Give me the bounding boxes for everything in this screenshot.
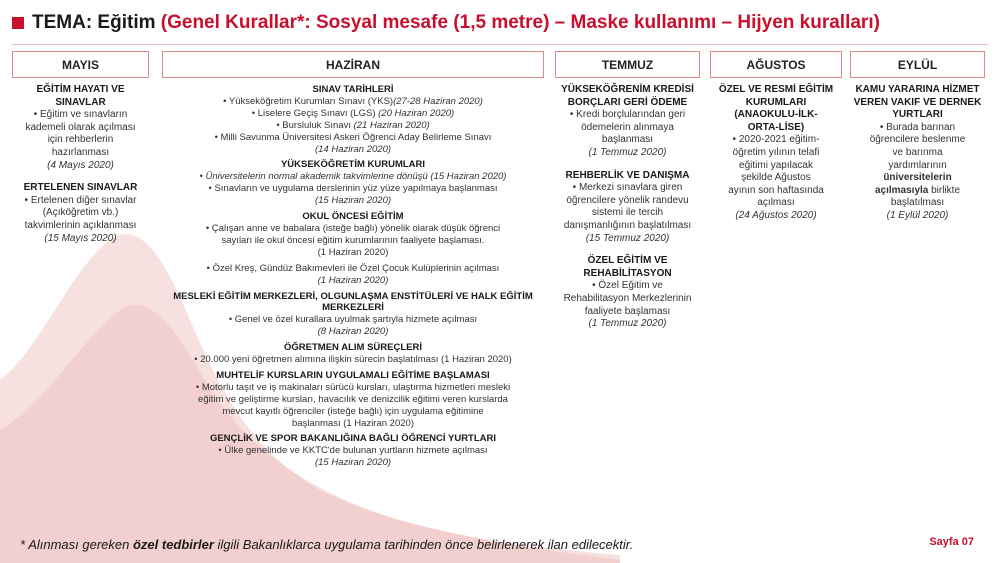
list-item: • Liselere Geçiş Sınavı (LGS) (20 Haziran 2020) [251,107,455,119]
section-line: başlanması [601,134,654,146]
section-line: öğretim yılının telafi [732,146,820,158]
section-line: • Kredi borçlularından geri [569,109,686,121]
column-header-haziran: HAZİRAN [162,51,544,78]
title-text [32,12,880,34]
title-main: TEMA: Eğitim [32,12,156,33]
column-header-eylul: EYLÜL [850,51,985,78]
section-line: ödemelerin alınmaya [581,121,674,133]
section-egitim-hayati [12,84,149,172]
section-line: eğitimi yapılacak [739,159,813,171]
section-title-okul-oncesi: OKUL ÖNCESİ EĞİTİM [302,211,404,223]
column-mayis [12,51,149,245]
section-date: (4 Mayıs 2020) [47,159,114,171]
page-title [12,10,880,36]
column-header-temmuz: TEMMUZ [555,51,700,78]
section-line: • Ertelenen diğer sınavlar [24,194,137,206]
section-title-ogretmen-alim: ÖĞRETMEN ALIM SÜREÇLERİ [284,342,422,354]
list-item: sayıları ile okul öncesi eğitim kurumlarının faaliyete başlaması. [221,234,485,246]
section-line: • Özel Eğitim ve [592,280,663,292]
section-title: (ANAOKULU-İLK- [734,109,818,121]
section-line: Rehabilitasyon Merkezlerinin [563,292,692,304]
section-title: BORÇLARI GERİ ÖDEME [567,96,688,108]
section-line: açılması [757,197,795,209]
list-item: • 20.000 yeni öğretmen alımına ilişkin sürecin başlatılması (1 Haziran 2020) [194,354,512,366]
list-item-date: (1 Haziran 2020) [317,274,389,286]
list-item-date: (8 Haziran 2020) [317,326,389,338]
section-line: • Merkezi sınavlara giren [572,182,683,194]
list-item: • Bursluluk Sınavı (21 Haziran 2020) [276,119,430,131]
column-agustos [710,51,842,223]
section-date: (24 Ağustos 2020) [735,209,817,221]
section-title: VEREN VAKIF VE DERNEK [853,96,982,108]
section-title: KURUMLARI [745,96,807,108]
section-date: (1 Temmuz 2020) [588,146,667,158]
list-item: • Genel ve özel kurallara uyulmak şartıyla hizmete açılması [228,314,478,326]
title-accent: (Genel Kurallar*: Sosyal mesafe (1,5 metre) – Maske kullanımı – Hijyen kuralları) [160,12,880,33]
title-marker [12,17,24,29]
column-header-mayis: MAYIS [12,51,149,78]
section-title-genclik-spor: GENÇLİK VE SPOR BAKANLIĞINA BAĞLI ÖĞRENCİ YURTLARI [209,433,497,445]
section-line: (Açıköğretim vb.) [42,207,119,219]
section-line: • 2020-2021 eğitim- [732,134,820,146]
title-divider [12,44,988,45]
section-line: şekilde Ağustos [741,172,811,184]
section-title: YURTLARI [892,109,943,121]
page-number: Sayfa 07 [929,536,974,548]
section-title: ERTELENEN SINAVLAR [23,182,138,194]
section-line: sistemi ile tercih [591,207,664,219]
list-item: • Sınavların ve uygulama derslerinin yüz yüze yapılmaya başlanması [208,183,498,195]
section-line: başlatılması [890,197,945,209]
list-item: • Yükseköğretim Kurumları Sınavı (YKS)(27-28 Haziran 2020) [223,95,483,107]
section-title: EĞİTİM HAYATI VE [36,84,125,95]
list-item-date: (1 Haziran 2020) [317,246,389,258]
list-item-date: (14 Haziran 2020) [314,143,392,155]
section-line: hazırlanması [51,146,110,158]
list-item: • Milli Savunma Üniversitesi Askeri Öğrenci Aday Belirleme Sınavı [214,131,492,143]
section-line-bold: üniversitelerin [883,172,952,184]
column-eylul [850,51,985,223]
list-item-date: (15 Haziran 2020) [314,195,392,207]
section-title: ÖZEL EĞİTİM VE [587,255,668,267]
list-item: • Ülke genelinde ve KKTC'de bulunan yurtların hizmete açılması [218,445,488,457]
section-date: (15 Mayıs 2020) [44,232,117,244]
section-line: açılmasıyla birlikte [874,184,961,196]
footnote: * Alınması gereken özel tedbirler ilgili Bakanlıklarca uygulama tarihinden önce belirlenerek ilan edilecektir. [20,537,634,552]
column-body-haziran [162,84,544,469]
section-title: ÖZEL VE RESMİ EĞİTİM [718,84,834,95]
list-item: eğitim ve geliştirme kursları, havacılık ve denizcilik eğitimi veren kurslarda [198,393,508,405]
section-line: takvimlerinin açıklanması [24,219,137,231]
section-title-mesleki-egitim: MESLEKİ EĞİTİM MERKEZLERİ, OLGUNLAŞMA ENSTİTÜLERİ VE HALK EĞİTİM [173,290,533,302]
section-title: REHABİLİTASYON [583,267,672,279]
column-temmuz [555,51,700,331]
section-ozel-egitim [555,255,700,331]
section-title-yuksekogretim: YÜKSEKÖĞRETİM KURUMLARI [280,159,426,171]
section-title: YÜKSEKÖĞRENİM KREDİSİ [561,84,694,95]
section-date: (1 Temmuz 2020) [588,318,667,330]
section-rehberlik [555,170,700,246]
section-line: danışmanlığının başlatılması [563,219,692,231]
section-line: • Burada barınan [879,121,956,133]
section-title: ORTA-LİSE) [747,121,805,133]
section-title: SINAVLAR [55,96,106,108]
section-title: KAMU YARARINA HİZMET [855,84,980,95]
section-title-mesleki-egitim-cont: MERKEZLERİ [322,302,384,314]
section-line: öğrencilere beslenme [869,134,966,146]
column-body-eylul [850,84,985,223]
list-item: • Üniversitelerin normal akademik takvimlerine dönüşü (15 Haziran 2020) [199,171,507,183]
section-date: (15 Temmuz 2020) [585,232,670,244]
section-date: (1 Eylül 2020) [886,209,949,221]
column-body-agustos [710,84,842,223]
list-item: başlanması (1 Haziran 2020) [292,417,414,429]
list-item: • Özel Kreş, Gündüz Bakımevleri ile Özel Çocuk Kulüplerinin açılması [206,262,500,274]
list-item: mevcut kayıtlı öğrenciler (isteğe bağlı) için uygulama eğitimine [222,405,484,417]
section-line: ayının son haftasında [728,184,824,196]
section-line: kademeli olarak açılması [25,121,136,133]
section-kredi-borclari [555,84,700,160]
list-item: • Çalışan anne ve babalara (isteğe bağlı) yönelik olarak düşük öğrenci [205,222,501,234]
section-title-sinav-tarihleri: SINAV TARİHLERİ [312,84,394,95]
section-title: REHBERLİK VE DANIŞMA [565,169,690,181]
section-line: faaliyete başlaması [584,305,671,317]
list-item: • Motorlu taşıt ve iş makinaları sürücü kursları, ulaştırma hizmetleri mesleki [195,381,511,393]
column-haziran [162,51,544,469]
section-line: yardımlarının [888,159,947,171]
section-title-muhtelif-kurslar: MUHTELİF KURSLARIN UYGULAMALI EĞİTİME BAŞLAMASI [216,369,490,381]
column-body-mayis [12,84,149,245]
section-line: öğrencilere yönelik randevu [566,194,689,206]
list-item-date: (15 Haziran 2020) [314,457,392,469]
column-body-temmuz [555,84,700,331]
section-line: için rehberlerin [47,134,114,146]
section-line: ve barınma [892,146,943,158]
section-line: • Eğitim ve sınavların [33,109,128,121]
column-header-agustos: AĞUSTOS [710,51,842,78]
section-ertelenen-sinavlar [12,182,149,245]
